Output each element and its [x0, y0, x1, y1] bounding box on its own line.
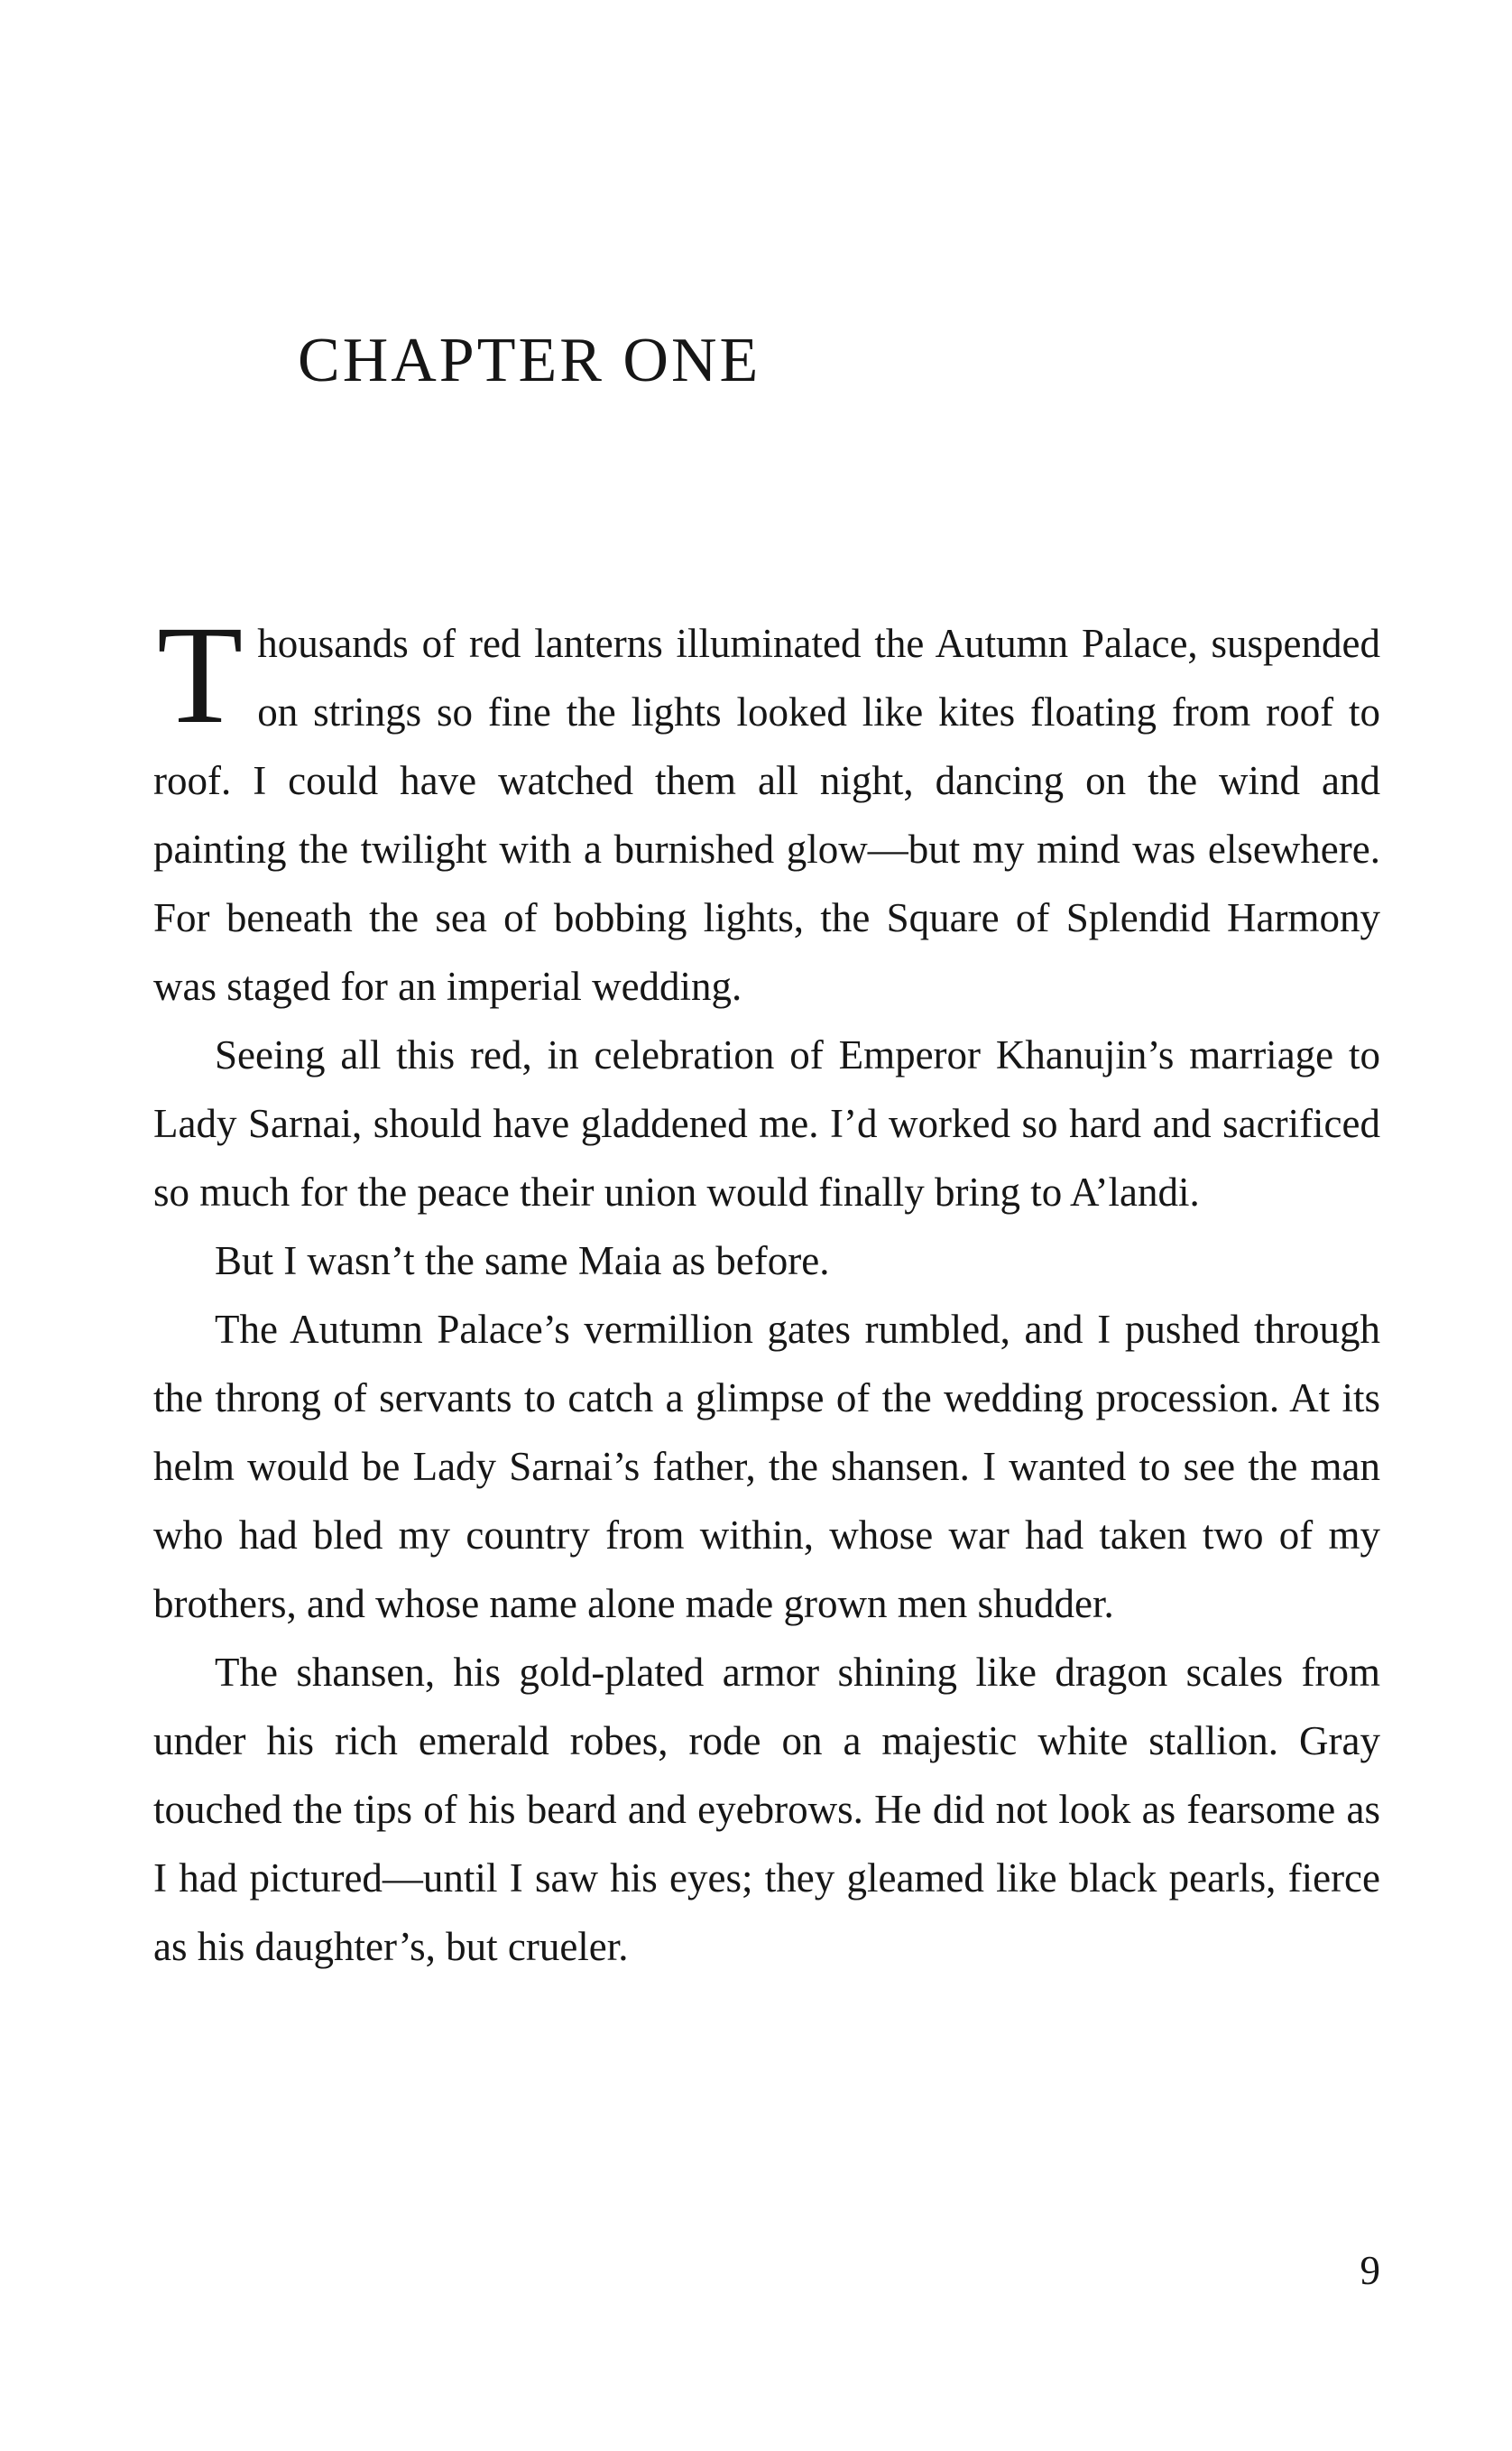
chapter-body — [153, 597, 1380, 1981]
chapter-title: CHAPTER ONE — [298, 326, 761, 395]
page-number: 9 — [1360, 2248, 1380, 2293]
paragraph-1 — [153, 597, 1380, 1021]
paragraph-3: But I wasn’t the same Maia as before. — [215, 1238, 830, 1283]
paragraph-1-text: housands of red lanterns illuminated the Autumn Palace, suspended on strings so fine the lights looked like kites floating from roof to roof. I could have watched them all night, dancing on the wind and painting the twilight with a burnished glow—but my mind was elsewhere. For beneath the sea of bobbing lights, the Square of Splendid Harmony was staged for an imperial wedding. — [153, 621, 1380, 1009]
paragraph-2: Seeing all this red, in celebration of Emperor Khanujin’s marriage to Lady Sarnai, should have gladdened me. I’d worked so hard and sacrificed so much for the peace their union would finally bring to A’landi. — [153, 1032, 1380, 1215]
drop-cap: T — [157, 597, 244, 753]
paragraph-4: The Autumn Palace’s vermillion gates rumbled, and I pushed through the throng of servants to catch a glimpse of the wedding procession. At its helm would be Lady Sarnai’s father, the shansen. I wanted to see the man who had bled my country from within, whose war had taken two of my brothers, and whose name alone made grown men shudder. — [153, 1307, 1380, 1626]
paragraph-5: The shansen, his gold-plated armor shining like dragon scales from under his rich emerald robes, rode on a majestic white stallion. Gray touched the tips of his beard and eyebrows. He did not look as fearsome as I had pictured—until I saw his eyes; they gleamed like black pearls, fierce as his daughter’s, but crueler. — [153, 1650, 1380, 1969]
